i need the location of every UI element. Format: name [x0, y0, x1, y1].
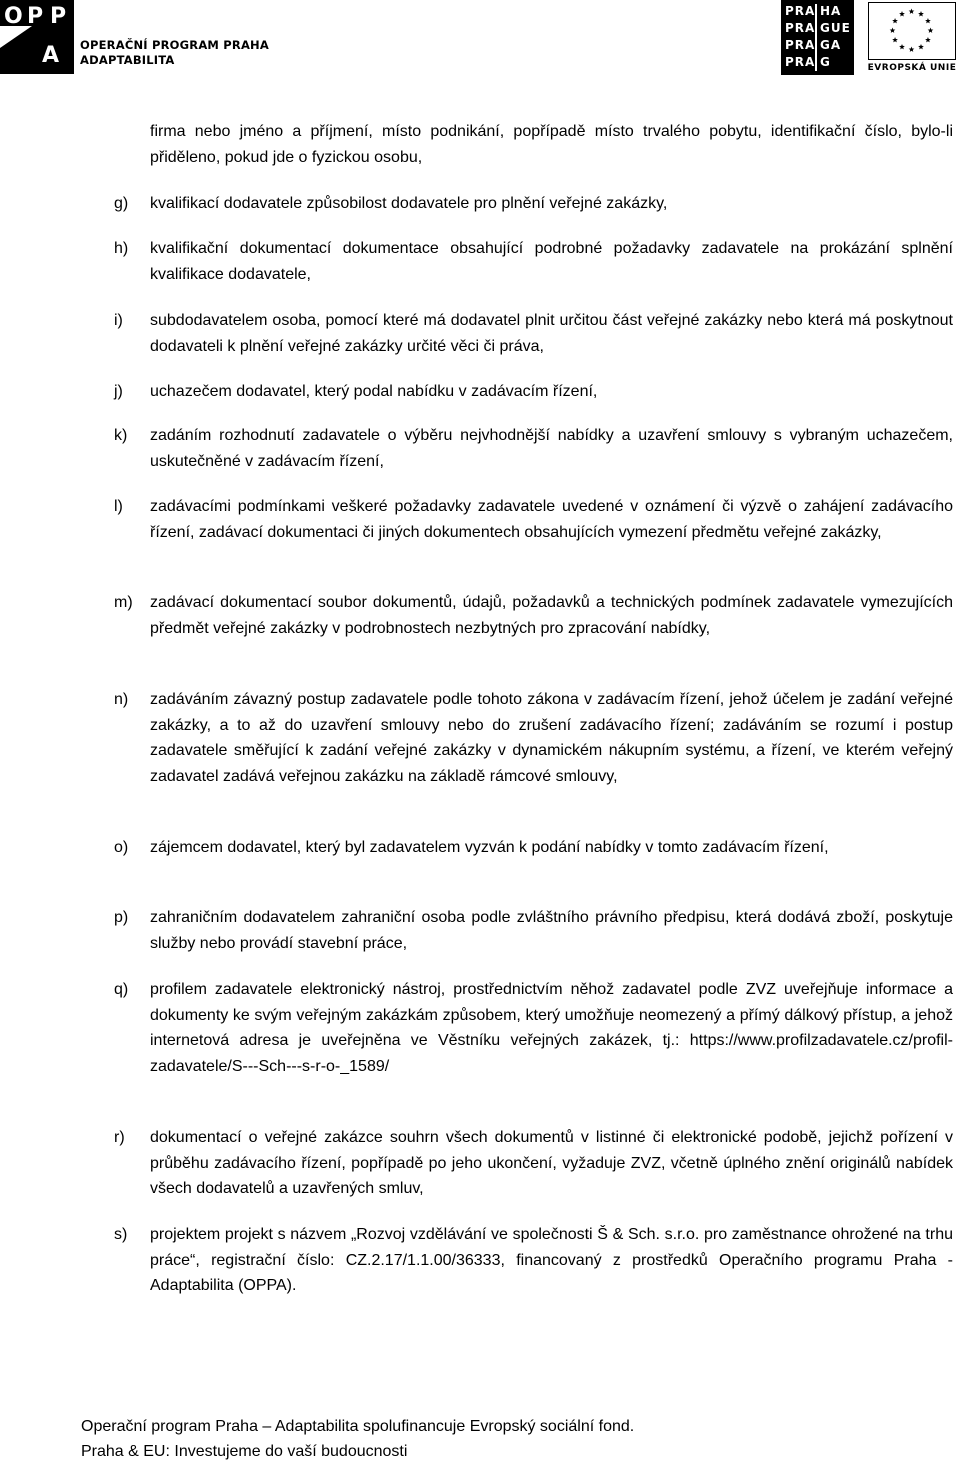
- praha-logo-text: GA: [820, 38, 842, 52]
- opp-title-line: OPERAČNÍ PROGRAM PRAHA: [80, 38, 269, 52]
- eu-stars-icon: [869, 3, 954, 58]
- opp-logo-letter: P: [27, 4, 44, 29]
- eu-star-icon: [892, 37, 898, 42]
- item-letter: h): [114, 240, 129, 257]
- item-text: zájemcem dodavatel, který byl zadavatelem vyzván k podání nabídky v tomto zadávacím řízení,: [150, 839, 829, 856]
- eu-star-icon: [909, 9, 915, 14]
- praha-logo: [781, 0, 854, 75]
- item-letter: g): [114, 195, 129, 212]
- item-letter: q): [114, 981, 129, 998]
- eu-star-icon: [899, 44, 905, 49]
- item-letter: r): [114, 1129, 125, 1146]
- item-letter: m): [114, 594, 133, 611]
- item-text: uchazečem dodavatel, který podal nabídku v zadávacím řízení,: [150, 383, 598, 400]
- item-letter: l): [114, 498, 123, 515]
- eu-star-icon: [925, 37, 931, 42]
- intro-paragraph: firma nebo jméno a příjmení, místo podnikání, popřípadě místo trvalého pobytu, identifikační číslo, bylo-li přiděleno, pokud jde o fyzickou osobu,: [150, 123, 953, 166]
- praha-logo-text: G: [820, 55, 831, 69]
- item-text: projektem projekt s názvem „Rozvoj vzdělávání ve společnosti Š & Sch. s.r.o. pro zaměstnance ohrožené na trhu práce“, registrační číslo: CZ.2.17/1.1.00/36333, financovaný z prostředků Operačního programu Praha - Adaptabilita (OPPA).: [150, 1226, 953, 1294]
- item-text: zadávací dokumentací soubor dokumentů, údajů, požadavků a technických podmínek zadavatele vymezujících předmět veřejné zakázky v podrobnostech nezbytných pro zpracování nabídky,: [150, 594, 953, 637]
- item-letter: k): [114, 427, 128, 444]
- footer-line: Praha & EU: Investujeme do vaší budoucnosti: [81, 1443, 408, 1460]
- item-letter: o): [114, 839, 129, 856]
- opp-title: [80, 38, 269, 68]
- opp-logo: [0, 0, 74, 74]
- praha-logo-text: PRA: [785, 21, 816, 35]
- item-text: zadávacími podmínkami veškeré požadavky zadavatele uvedené v oznámení či výzvě o zahájení zadávacího řízení, zadávací dokumentaci či jiných dokumentech obsahujících vymezení předmětu veřejné zakázky,: [150, 498, 953, 541]
- item-text: zadáváním závazný postup zadavatele podle tohoto zákona v zadávacím řízení, jehož účelem je zadání veřejné zakázky, a to až do uzavření smlouvy nebo do zrušení zadávacího řízení; zadáváním se rozumí i postup zadavatele směřující k zadání veřejné zakázky v dynamickém nákupním systému, a řízení, ve kterém veřejný zadavatel zadává veřejnou zakázku na základě rámcové smlouvy,: [150, 691, 953, 785]
- eu-star-icon: [890, 28, 896, 33]
- praha-logo-text: HA: [820, 4, 842, 18]
- footer-line: Operační program Praha – Adaptabilita spolufinancuje Evropský sociální fond.: [81, 1418, 635, 1435]
- eu-star-icon: [892, 18, 898, 23]
- page-header: [0, 0, 960, 80]
- eu-star-icon: [909, 47, 915, 52]
- item-text: kvalifikační dokumentací dokumentace obsahující podrobné požadavky zadavatele na prokázání splnění kvalifikace dodavatele,: [150, 240, 953, 283]
- item-text: dokumentací o veřejné zakázce souhrn všech dokumentů v listinné či elektronické podobě, jejichž pořízení v průběhu zadávacího řízení, popřípadě po jeho ukončení, vyžaduje ZVZ, včetně úplného znění originálů nabídek všech dodavatelů a uzavřených smluv,: [150, 1129, 953, 1197]
- opp-logo-triangle: [0, 26, 32, 48]
- item-letter: n): [114, 691, 129, 708]
- praha-logo-text: PRA: [785, 38, 816, 52]
- opp-logo-letter: A: [42, 43, 60, 68]
- eu-label: EVROPSKÁ UNIE: [867, 63, 957, 73]
- praha-logo-text: GUE: [820, 21, 851, 35]
- eu-star-icon: [918, 44, 924, 49]
- item-text: kvalifikací dodavatele způsobilost dodavatele pro plnění veřejné zakázky,: [150, 195, 668, 212]
- eu-star-icon: [925, 18, 931, 23]
- opp-logo-letter: O: [4, 4, 23, 29]
- item-letter: i): [114, 312, 123, 329]
- eu-logo: [864, 0, 960, 78]
- eu-star-icon: [899, 11, 905, 16]
- praha-logo-text: PRA: [785, 55, 816, 69]
- item-text: subdodavatelem osoba, pomocí které má dodavatel plnit určitou část veřejné zakázky nebo která má poskytnout dodavateli k plnění veřejné zakázky určité věci či práva,: [150, 312, 953, 355]
- item-text: zahraničním dodavatelem zahraniční osoba podle zvláštního právního předpisu, která dodává zboží, poskytuje služby nebo provádí stavební práce,: [150, 909, 953, 952]
- item-letter: p): [114, 909, 129, 926]
- item-letter: j): [114, 383, 123, 400]
- page-footer: [81, 1414, 634, 1464]
- opp-title-line: ADAPTABILITA: [80, 53, 175, 67]
- item-text: profilem zadavatele elektronický nástroj, prostřednictvím něhož zadavatel podle ZVZ uveřejňuje informace a dokumenty ke svým veřejným zakázkám způsobem, který umožňuje neomezený a přímý dálkový přístup, a jehož internetová adresa je uveřejněna ve Věstníku veřejných zakázek, tj.: https://www.profilzadavatele.cz/profil-zadavatele/S---Sch---s-r-o-_1589/: [150, 981, 953, 1075]
- item-letter: s): [114, 1226, 128, 1243]
- praha-logo-text: PRA: [785, 4, 816, 18]
- eu-star-icon: [918, 11, 924, 16]
- eu-star-icon: [928, 28, 934, 33]
- opp-logo-letter: P: [50, 4, 67, 29]
- eu-flag-icon: [868, 2, 956, 60]
- item-text: zadáním rozhodnutí zadavatele o výběru nejvhodnější nabídky a uzavření smlouvy s vybraným uchazečem, uskutečněné v zadávacím řízení,: [150, 427, 953, 470]
